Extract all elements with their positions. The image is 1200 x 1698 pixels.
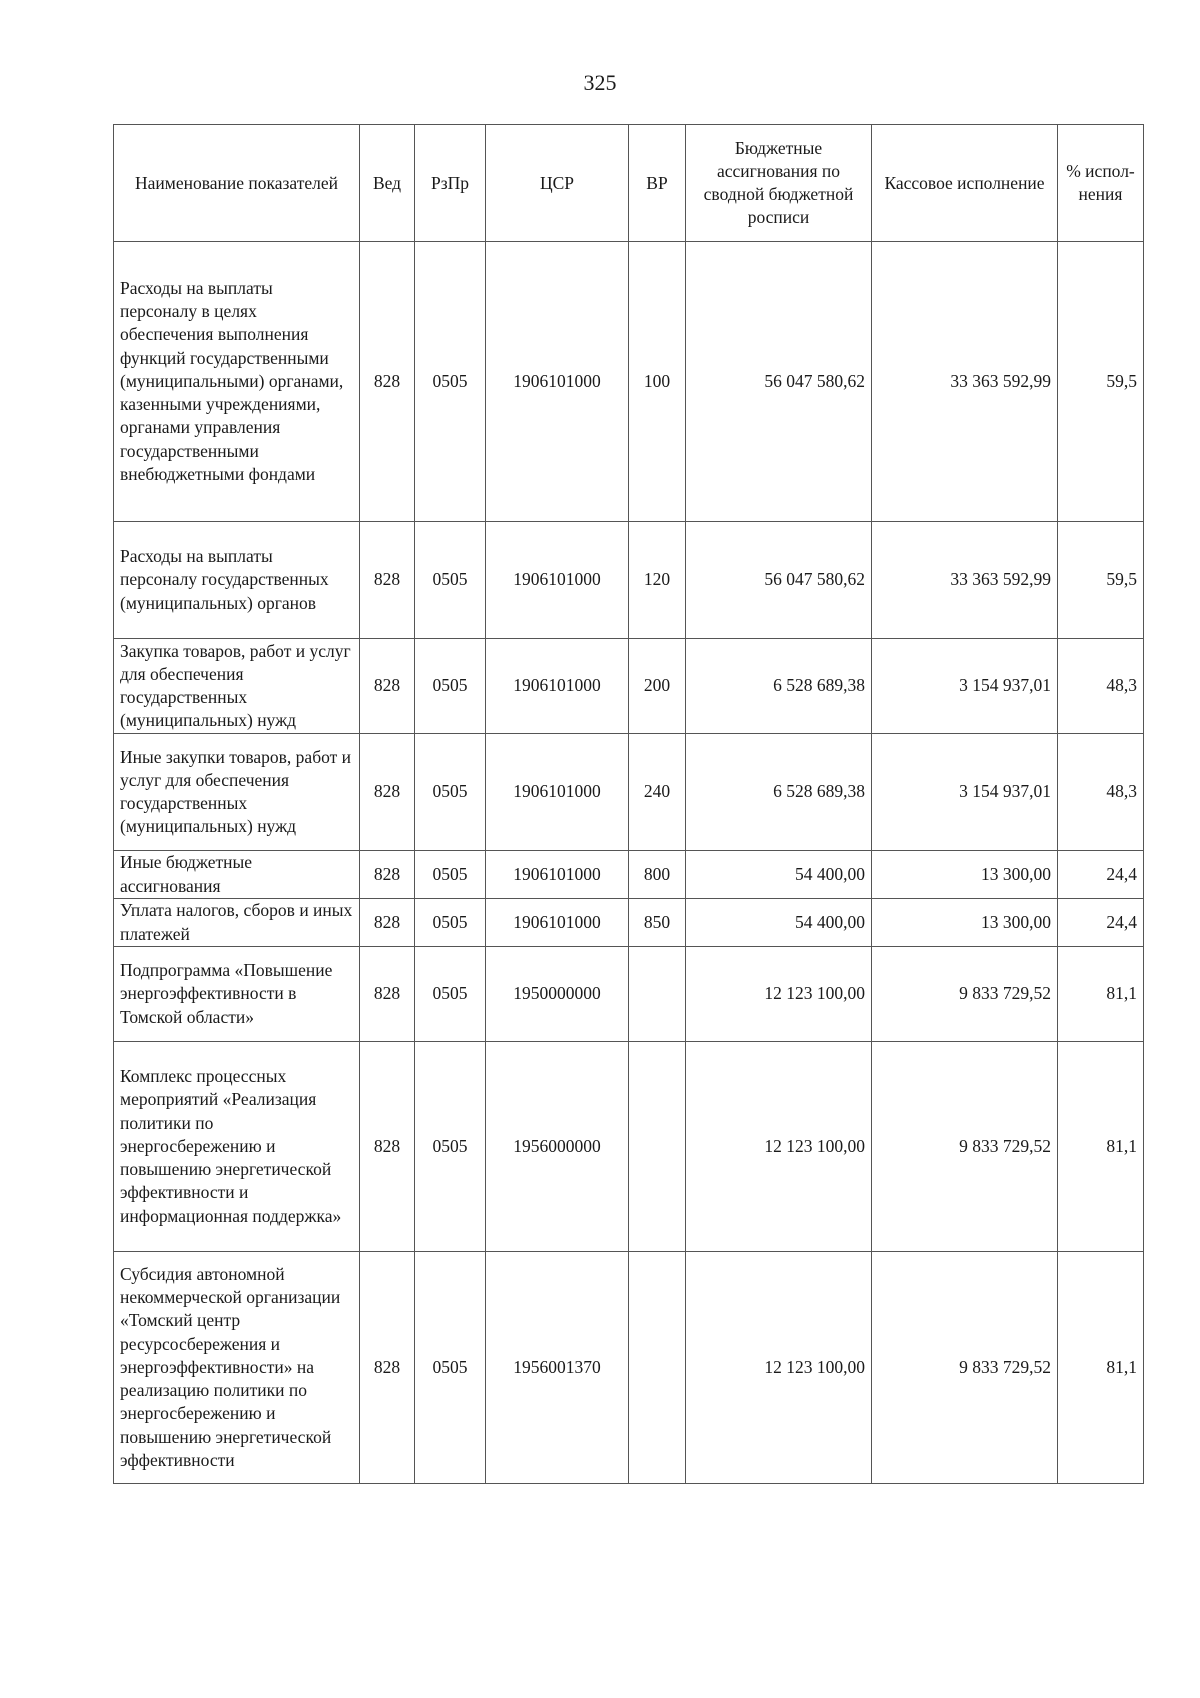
budget-execution-table xyxy=(113,124,1144,1484)
row-ved: 828 xyxy=(360,242,415,522)
row-rzpr: 0505 xyxy=(415,242,486,522)
row-percent: 81,1 xyxy=(1058,1252,1144,1484)
row-ved: 828 xyxy=(360,522,415,639)
row-assignments: 6 528 689,38 xyxy=(686,639,872,734)
row-assignments: 12 123 100,00 xyxy=(686,1042,872,1252)
row-percent: 48,3 xyxy=(1058,734,1144,851)
header-row xyxy=(114,125,1144,242)
row-csr: 1956001370 xyxy=(486,1252,629,1484)
row-vr: 800 xyxy=(629,851,686,899)
row-percent: 59,5 xyxy=(1058,522,1144,639)
row-assignments: 6 528 689,38 xyxy=(686,734,872,851)
row-vr: 100 xyxy=(629,242,686,522)
row-csr: 1906101000 xyxy=(486,851,629,899)
row-vr: 200 xyxy=(629,639,686,734)
row-name: Иные бюджетные ассигнования xyxy=(114,851,360,899)
row-cash-execution: 3 154 937,01 xyxy=(872,639,1058,734)
header-percent: % испол-нения xyxy=(1058,125,1144,242)
row-vr: 240 xyxy=(629,734,686,851)
row-percent: 59,5 xyxy=(1058,242,1144,522)
row-csr: 1906101000 xyxy=(486,899,629,947)
row-rzpr: 0505 xyxy=(415,851,486,899)
table-row xyxy=(114,947,1144,1042)
row-percent: 48,3 xyxy=(1058,639,1144,734)
row-cash-execution: 9 833 729,52 xyxy=(872,1252,1058,1484)
row-ved: 828 xyxy=(360,899,415,947)
row-ved: 828 xyxy=(360,851,415,899)
row-ved: 828 xyxy=(360,1252,415,1484)
row-vr: 850 xyxy=(629,899,686,947)
row-cash-execution: 13 300,00 xyxy=(872,851,1058,899)
row-percent: 81,1 xyxy=(1058,1042,1144,1252)
row-csr: 1956000000 xyxy=(486,1042,629,1252)
table-row xyxy=(114,899,1144,947)
row-cash-execution: 33 363 592,99 xyxy=(872,522,1058,639)
row-rzpr: 0505 xyxy=(415,1252,486,1484)
row-cash-execution: 9 833 729,52 xyxy=(872,1042,1058,1252)
row-csr: 1906101000 xyxy=(486,639,629,734)
header-rzpr: РзПр xyxy=(415,125,486,242)
row-name: Подпрограмма «Повышение энергоэффективности в Томской области» xyxy=(114,947,360,1042)
row-ved: 828 xyxy=(360,734,415,851)
row-assignments: 56 047 580,62 xyxy=(686,242,872,522)
row-vr: 120 xyxy=(629,522,686,639)
row-percent: 24,4 xyxy=(1058,851,1144,899)
table-row xyxy=(114,242,1144,522)
table-row xyxy=(114,1252,1144,1484)
row-ved: 828 xyxy=(360,947,415,1042)
row-name: Закупка товаров, работ и услуг для обеспечения государственных (муниципальных) нужд xyxy=(114,639,360,734)
row-rzpr: 0505 xyxy=(415,947,486,1042)
header-vr: ВР xyxy=(629,125,686,242)
row-rzpr: 0505 xyxy=(415,734,486,851)
row-assignments: 12 123 100,00 xyxy=(686,1252,872,1484)
row-name: Расходы на выплаты персоналу государственных (муниципальных) органов xyxy=(114,522,360,639)
row-name: Уплата налогов, сборов и иных платежей xyxy=(114,899,360,947)
row-ved: 828 xyxy=(360,639,415,734)
table-row xyxy=(114,851,1144,899)
row-csr: 1906101000 xyxy=(486,734,629,851)
header-ved: Вед xyxy=(360,125,415,242)
header-assignments: Бюджетные ассигнования по сводной бюджетной росписи xyxy=(686,125,872,242)
header-cash-execution: Кассовое исполнение xyxy=(872,125,1058,242)
table-row xyxy=(114,1042,1144,1252)
table-row xyxy=(114,734,1144,851)
row-vr xyxy=(629,1252,686,1484)
row-cash-execution: 9 833 729,52 xyxy=(872,947,1058,1042)
row-csr: 1906101000 xyxy=(486,242,629,522)
row-cash-execution: 13 300,00 xyxy=(872,899,1058,947)
row-name: Субсидия автономной некоммерческой организации «Томский центр ресурсосбережения и энергоэффективности» на реализацию политики по энергосбережению и повышению энергетической эффективности xyxy=(114,1252,360,1484)
row-name: Расходы на выплаты персоналу в целях обеспечения выполнения функций государственными (муниципальными) органами, казенными учреждениями, органами управления государственными внебюджетными фондами xyxy=(114,242,360,522)
row-name: Комплекс процессных мероприятий «Реализация политики по энергосбережению и повышению энергетической эффективности и информационная поддержка» xyxy=(114,1042,360,1252)
row-assignments: 54 400,00 xyxy=(686,851,872,899)
row-rzpr: 0505 xyxy=(415,639,486,734)
row-assignments: 54 400,00 xyxy=(686,899,872,947)
row-percent: 81,1 xyxy=(1058,947,1144,1042)
row-percent: 24,4 xyxy=(1058,899,1144,947)
header-csr: ЦСР xyxy=(486,125,629,242)
row-assignments: 56 047 580,62 xyxy=(686,522,872,639)
table-row xyxy=(114,522,1144,639)
row-cash-execution: 3 154 937,01 xyxy=(872,734,1058,851)
row-assignments: 12 123 100,00 xyxy=(686,947,872,1042)
page-number: 325 xyxy=(583,70,617,95)
row-cash-execution: 33 363 592,99 xyxy=(872,242,1058,522)
row-vr xyxy=(629,947,686,1042)
row-rzpr: 0505 xyxy=(415,522,486,639)
row-vr xyxy=(629,1042,686,1252)
row-ved: 828 xyxy=(360,1042,415,1252)
row-rzpr: 0505 xyxy=(415,1042,486,1252)
header-name: Наименование показателей xyxy=(114,125,360,242)
row-csr: 1950000000 xyxy=(486,947,629,1042)
row-csr: 1906101000 xyxy=(486,522,629,639)
row-name: Иные закупки товаров, работ и услуг для обеспечения государственных (муниципальных) нужд xyxy=(114,734,360,851)
table-row xyxy=(114,639,1144,734)
row-rzpr: 0505 xyxy=(415,899,486,947)
